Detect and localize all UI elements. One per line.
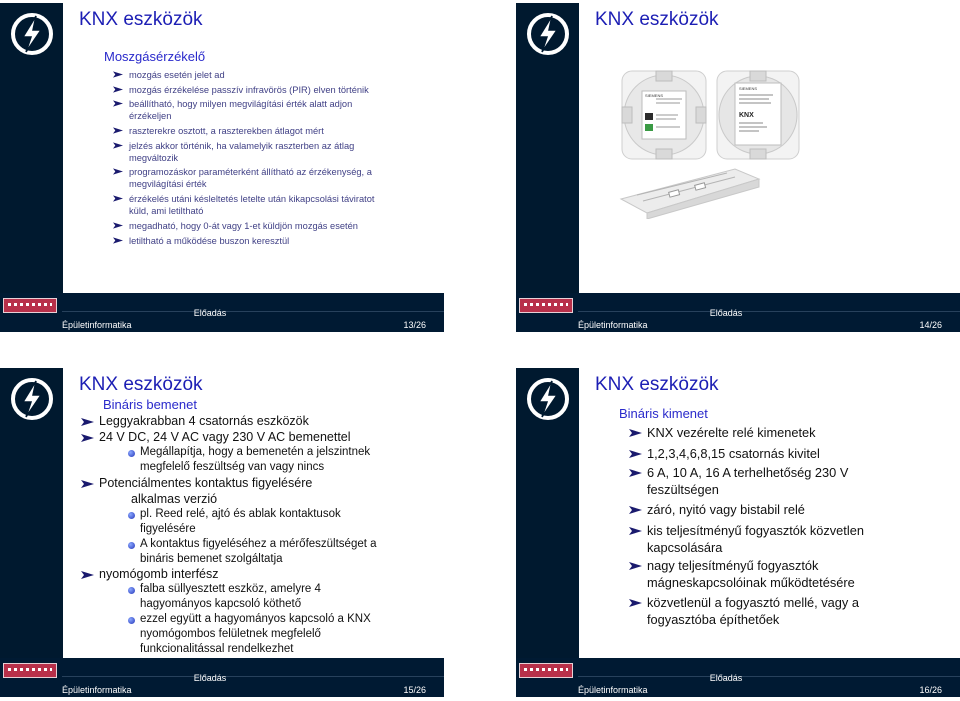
list-item: Potenciálmentes kontaktus figyelésére	[99, 476, 312, 490]
dot-bullet-icon	[128, 450, 135, 457]
footer-center: Előadás	[709, 673, 743, 683]
slide-subtitle: Bináris bemenet	[103, 397, 197, 412]
footer-left: Épületinformatika	[62, 685, 132, 695]
din-rail-device-image	[617, 163, 764, 219]
list-item: programozáskor paraméterként állítható az érzékenység, a	[113, 166, 433, 178]
list-item-cont: fogyasztóba építhetőek	[647, 612, 780, 627]
arrow-bullet-icon	[81, 571, 94, 579]
dot-bullet-icon	[128, 542, 135, 549]
sidebar	[516, 368, 579, 658]
lightning-logo-icon	[525, 376, 571, 422]
slide-13	[0, 3, 444, 332]
list-item-cont: megvilágítási érték	[129, 179, 207, 190]
slide-footer	[0, 658, 444, 697]
dot-bullet-icon	[128, 587, 135, 594]
list-item: raszterekre osztott, a raszterekben átlagot mért	[113, 125, 433, 137]
list-item: kis teljesítményű fogyasztók közvetlen	[647, 523, 864, 538]
slide-footer	[516, 293, 960, 332]
footer-logo-icon	[519, 663, 573, 678]
page-number: 15/26	[403, 685, 426, 695]
page-number: 13/26	[403, 320, 426, 330]
arrow-bullet-icon	[113, 100, 123, 107]
bullet-list	[113, 69, 433, 249]
footer-logo-icon	[3, 663, 57, 678]
list-item: 6 A, 10 A, 16 A terhelhetőség 230 V	[647, 465, 848, 480]
knx-device-image	[715, 69, 801, 161]
arrow-bullet-icon	[113, 86, 123, 93]
list-item: KNX vezérelte relé kimenetek	[647, 425, 816, 440]
list-item: közvetlenül a fogyasztó mellé, vagy a	[647, 595, 859, 610]
slide-title: KNX eszközök	[79, 374, 203, 395]
list-item: záró, nyitó vagy bistabil relé	[647, 502, 805, 517]
footer-left: Épületinformatika	[62, 320, 132, 330]
sub-list-item: pl. Reed relé, ajtó és ablak kontaktusok	[140, 508, 341, 520]
slide-footer	[516, 658, 960, 697]
list-item: nyomógomb interfész	[99, 567, 219, 581]
arrow-bullet-icon	[629, 450, 642, 458]
list-item-cont: kapcsolására	[647, 540, 723, 555]
lightning-logo-icon	[9, 11, 55, 57]
list-item-cont: alkalmas verzió	[131, 492, 218, 506]
sub-list-item-cont: funkcionalitással rendelkezhet	[140, 643, 294, 655]
sub-list-item: A kontaktus figyeléséhez a mérőfeszültséget a	[140, 538, 377, 550]
arrow-bullet-icon	[113, 168, 123, 175]
list-item: 1,2,3,4,6,8,15 csatornás kivitel	[647, 446, 820, 461]
sub-list-item-cont: nyomógombos felületnek megfelelő	[140, 628, 321, 640]
device-brand: SIEMENS	[645, 93, 664, 98]
footer-logo-icon	[519, 298, 573, 313]
list-item-cont: érzékeljen	[129, 111, 172, 122]
page-number: 14/26	[919, 320, 942, 330]
list-item: mozgás érzékelése passzív infravörös (PIR) elven történik	[113, 84, 433, 96]
list-item: 24 V DC, 24 V AC vagy 230 V AC bemenettel	[99, 430, 351, 444]
footer-left: Épületinformatika	[578, 320, 648, 330]
footer-center: Előadás	[709, 308, 743, 318]
arrow-bullet-icon	[113, 127, 123, 134]
sub-list-item-cont: megfelelő feszültség van vagy nincs	[140, 461, 325, 473]
arrow-bullet-icon	[81, 434, 94, 442]
list-item: beállítható, hogy milyen megvilágítási érték alatt adjon	[113, 98, 433, 110]
slide-title: KNX eszközök	[595, 9, 719, 30]
arrow-bullet-icon	[629, 527, 642, 535]
sidebar	[0, 3, 63, 293]
sidebar	[0, 368, 63, 658]
slide-footer	[0, 293, 444, 332]
arrow-bullet-icon	[81, 418, 94, 426]
page-number: 16/26	[919, 685, 942, 695]
sub-list-item-cont: hagyományos kapcsoló köthető	[140, 598, 302, 610]
slide-subtitle: Moszgásérzékelő	[104, 49, 206, 64]
footer-center: Előadás	[193, 308, 227, 318]
arrow-bullet-icon	[629, 599, 642, 607]
arrow-bullet-icon	[629, 469, 642, 477]
slide-title: KNX eszközök	[79, 9, 203, 30]
slide-subtitle: Bináris kimenet	[619, 406, 708, 421]
footer-logo-icon	[3, 298, 57, 313]
device-brand: SIEMENS	[739, 86, 758, 91]
dot-bullet-icon	[128, 617, 135, 624]
footer-left: Épületinformatika	[578, 685, 648, 695]
list-item-cont: feszültségen	[647, 482, 719, 497]
arrow-bullet-icon	[629, 562, 642, 570]
list-item-cont: küld, ami letiltható	[129, 206, 204, 217]
arrow-bullet-icon	[113, 195, 123, 202]
footer-center: Előadás	[193, 673, 227, 683]
arrow-bullet-icon	[629, 506, 642, 514]
arrow-bullet-icon	[113, 237, 123, 244]
sub-list-item: ezzel együtt a hagyományos kapcsoló a KNX	[140, 613, 371, 625]
arrow-bullet-icon	[113, 71, 123, 78]
list-item: érzékelés utáni késleltetés letelte után kikapcsolási táviratot	[113, 193, 433, 205]
arrow-bullet-icon	[113, 222, 123, 229]
list-item: megadható, hogy 0-át vagy 1-et küldjön mozgás esetén	[113, 220, 433, 232]
list-item: letiltható a működése buszon keresztül	[113, 235, 433, 247]
lightning-logo-icon	[525, 11, 571, 57]
list-item: nagy teljesítményű fogyasztók	[647, 558, 818, 573]
sidebar	[516, 3, 579, 293]
list-item-cont: mágneskapcsolóinak működtetésére	[647, 575, 855, 590]
list-item: Leggyakrabban 4 csatornás eszközök	[99, 414, 309, 428]
knx-device-image	[620, 69, 708, 161]
arrow-bullet-icon	[629, 429, 642, 437]
list-item: mozgás esetén jelet ad	[113, 69, 433, 81]
list-item-cont: megváltozik	[129, 152, 179, 163]
slide-15	[0, 368, 444, 697]
slide-title: KNX eszközök	[595, 374, 719, 395]
device-knx-label: KNX	[739, 112, 754, 119]
arrow-bullet-icon	[81, 480, 94, 488]
slide-14	[516, 3, 960, 332]
lightning-logo-icon	[9, 376, 55, 422]
sub-list-item-cont: bináris bemenet szolgáltatja	[140, 553, 283, 565]
sub-list-item: Megállapítja, hogy a bemenetén a jelszintnek	[140, 446, 370, 458]
sub-list-item: falba süllyesztett eszköz, amelyre 4	[140, 583, 321, 595]
dot-bullet-icon	[128, 512, 135, 519]
arrow-bullet-icon	[113, 142, 123, 149]
slide-16	[516, 368, 960, 697]
list-item: jelzés akkor történik, ha valamelyik raszterben az átlag	[113, 140, 433, 152]
sub-list-item-cont: figyelésére	[140, 523, 196, 535]
